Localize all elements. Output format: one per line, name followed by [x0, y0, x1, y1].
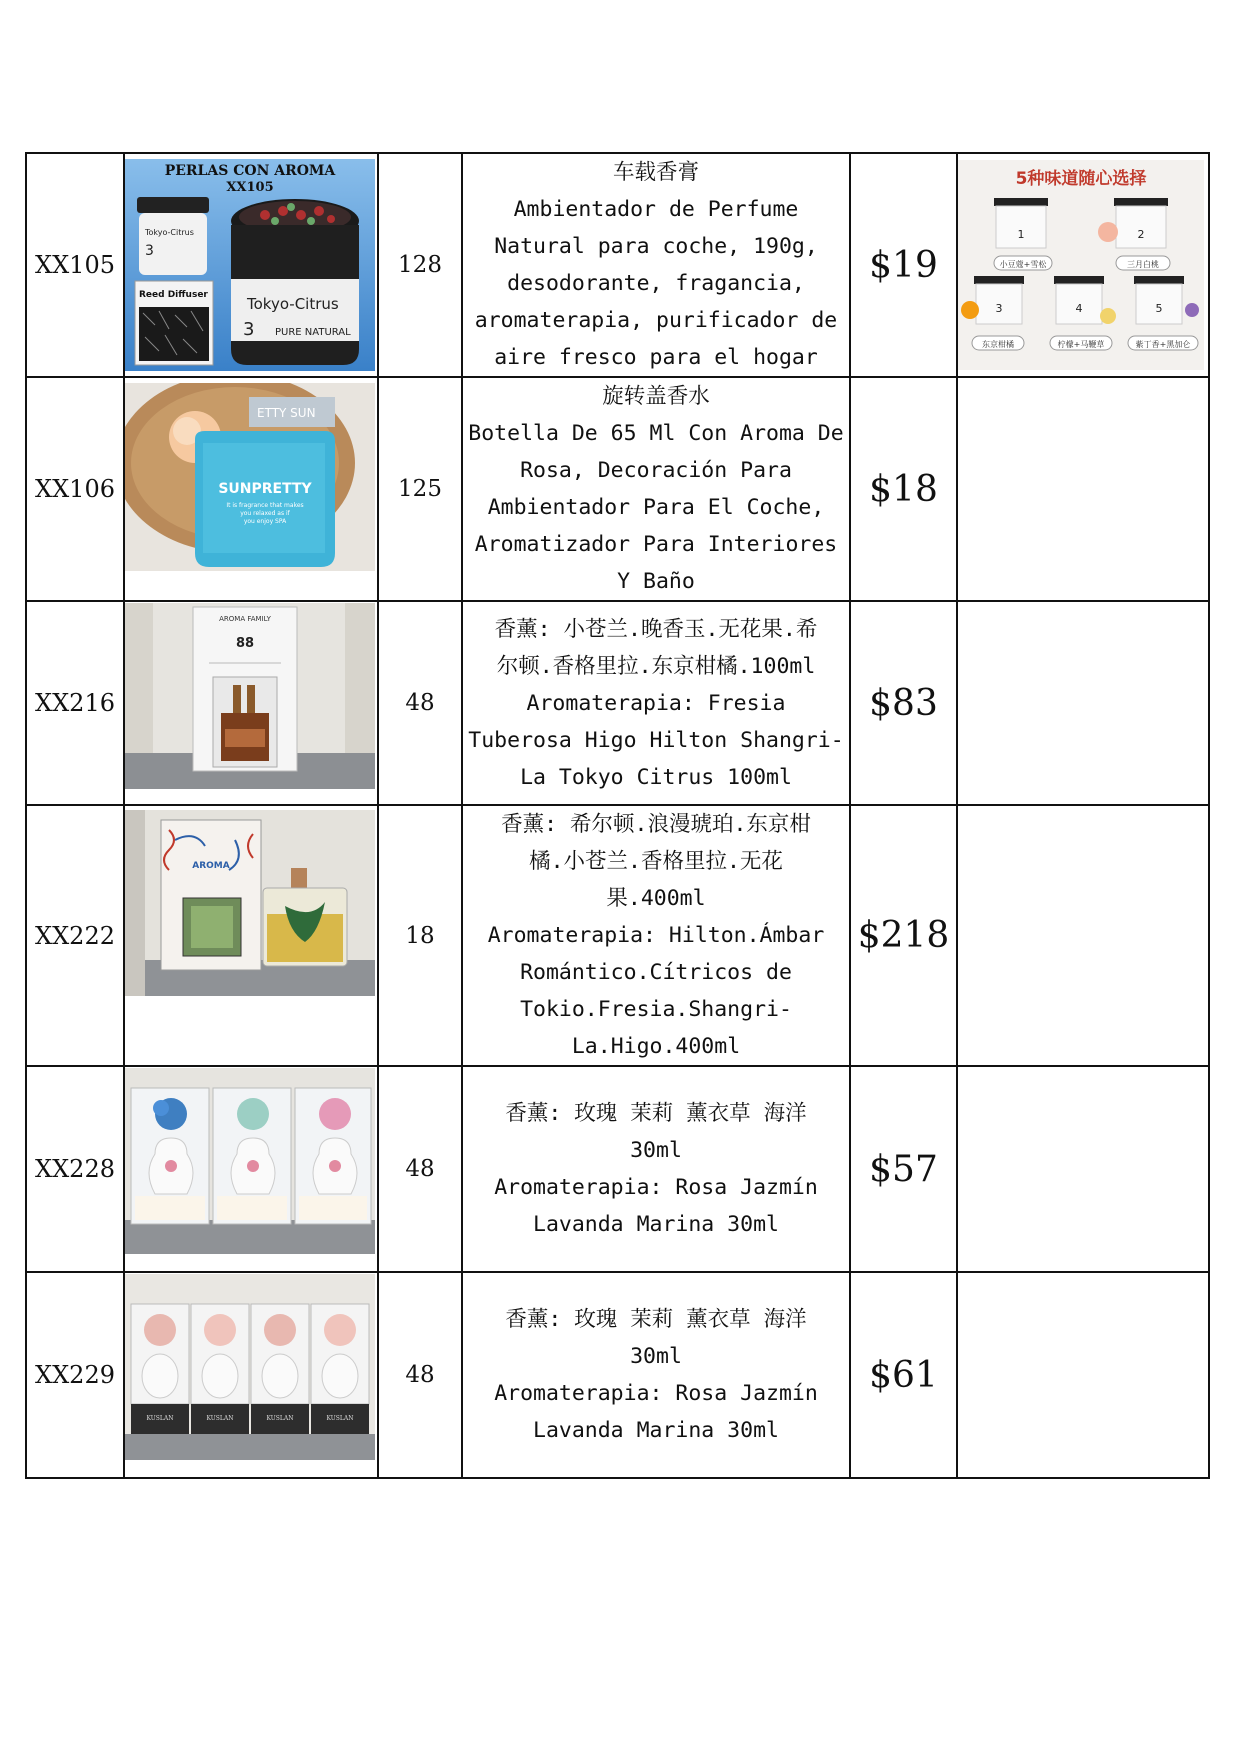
product-price: $18 [850, 377, 957, 601]
table-row [26, 805, 1209, 1066]
product-price: $57 [850, 1066, 957, 1272]
jar-number: 5 [1155, 302, 1163, 315]
svg-text:It is fragrance that makes: It is fragrance that makes [226, 502, 304, 509]
photo-box-label: Reed Diffuser [139, 290, 208, 300]
table-row [26, 153, 1209, 377]
product-code: XX105 [26, 153, 124, 377]
product-price: $218 [850, 805, 957, 1066]
product-photo [124, 1066, 378, 1272]
product-price: $61 [850, 1272, 957, 1478]
svg-text:Tokyo-Citrus: Tokyo-Citrus [145, 228, 194, 237]
box-label: KUSLAN [206, 1415, 234, 1422]
jar-number: 1 [1017, 228, 1025, 241]
jar-number: 2 [1137, 228, 1145, 241]
product-photo [124, 601, 378, 805]
extra-photo [957, 153, 1209, 377]
product-description: 香薰: 玫瑰 茉莉 薰衣草 海洋 30ml Aromaterapia: Rosa Jazmín Lavanda Marina 30ml [462, 1066, 850, 1272]
product-price: $83 [850, 601, 957, 805]
jar-number: 3 [995, 302, 1003, 315]
photo-jar-number: 3 [243, 319, 255, 340]
product-qty: 18 [378, 805, 462, 1066]
table-row [26, 1272, 1209, 1478]
box-title: AROMA [192, 860, 230, 871]
box-number: 88 [235, 636, 255, 651]
cap-text: ETTY SUN [257, 406, 316, 420]
product-photo [124, 805, 378, 1066]
product-price: $19 [850, 153, 957, 377]
empty-cell [957, 1066, 1209, 1272]
product-qty: 48 [378, 601, 462, 805]
photo-brand: SUNPRETTY [218, 481, 312, 497]
box-label: KUSLAN [266, 1415, 294, 1422]
product-qty: 48 [378, 1066, 462, 1272]
scent-tag: 三月白桃 [1127, 260, 1159, 269]
product-qty: 128 [378, 153, 462, 377]
product-qty: 125 [378, 377, 462, 601]
scent-tag: 紫丁香+黑加仑 [1135, 340, 1191, 349]
jar-number: 4 [1075, 302, 1083, 315]
product-photo [124, 153, 378, 377]
empty-cell [957, 377, 1209, 601]
svg-text:3: 3 [145, 243, 154, 259]
product-code: XX216 [26, 601, 124, 805]
product-code: XX228 [26, 1066, 124, 1272]
product-code: XX229 [26, 1272, 124, 1478]
photo-subtitle: XX105 [226, 180, 274, 195]
scent-tag: 柠檬+马鞭草 [1057, 340, 1105, 349]
product-photo [124, 1272, 378, 1478]
svg-text:you enjoy SPA: you enjoy SPA [243, 518, 287, 525]
product-code: XX222 [26, 805, 124, 1066]
product-description: 旋转盖香水 Botella De 65 Ml Con Aroma De Rosa, Decoración Para Ambientador Para El Coche, Aromatizador Para Interiores Y Baño [462, 377, 850, 601]
empty-cell [957, 601, 1209, 805]
product-description: 香薰: 玫瑰 茉莉 薰衣草 海洋 30ml Aromaterapia: Rosa Jazmín Lavanda Marina 30ml [462, 1272, 850, 1478]
table-row [26, 377, 1209, 601]
product-code: XX106 [26, 377, 124, 601]
empty-cell [957, 805, 1209, 1066]
photo-title: PERLAS CON AROMA [164, 163, 336, 179]
scent-tag: 小豆蔻+雪松 [999, 260, 1047, 269]
scent-tag: 东京柑橘 [982, 340, 1014, 349]
box-title: AROMA FAMILY [219, 615, 271, 623]
product-qty: 48 [378, 1272, 462, 1478]
box-label: KUSLAN [326, 1415, 354, 1422]
box-label: KUSLAN [146, 1415, 174, 1422]
photo-jar-label: Tokyo-Citrus [247, 295, 339, 313]
product-photo [124, 377, 378, 601]
empty-cell [957, 1272, 1209, 1478]
product-description: 车载香膏 Ambientador de Perfume Natural para coche, 190g, desodorante, fragancia, aromaterapia, purificador de aire fresco para el hogar [462, 153, 850, 377]
table-row [26, 1066, 1209, 1272]
banner-text: 5种味道随心选择 [1015, 169, 1147, 189]
product-table [25, 152, 1210, 1479]
photo-jar-sub: PURE NATURAL [275, 327, 351, 338]
svg-text:you relaxed as if: you relaxed as if [240, 510, 290, 517]
product-description: 香薰: 希尔顿.浪漫琥珀.东京柑 橘.小苍兰.香格里拉.无花 果.400ml Aromaterapia: Hilton.Ámbar Romántico.Cítricos de Tokio.Fresia.Shangri- La.Higo.400ml [462, 805, 850, 1066]
product-description: 香薰: 小苍兰.晚香玉.无花果.希 尔顿.香格里拉.东京柑橘.100ml Aromaterapia: Fresia Tuberosa Higo Hilton Shangri- La Tokyo Citrus 100ml [462, 601, 850, 805]
table-row [26, 601, 1209, 805]
